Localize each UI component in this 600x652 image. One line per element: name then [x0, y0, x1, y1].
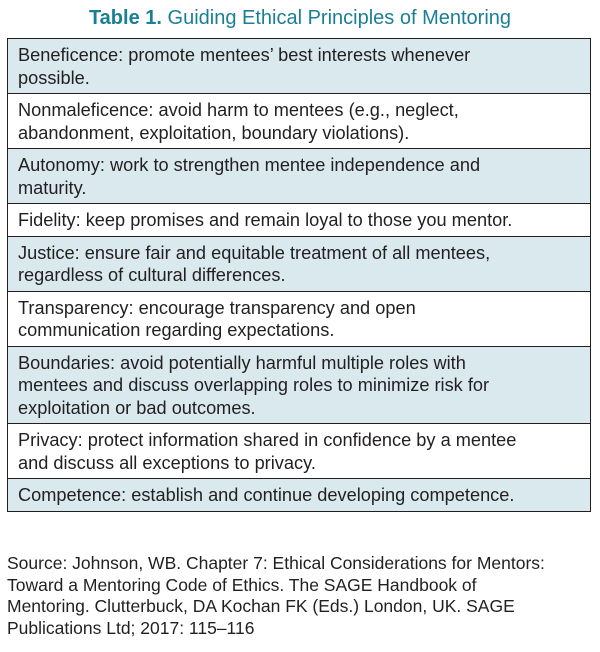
row-text-line: exploitation or bad outcomes.	[18, 397, 256, 418]
row-text-line: Nonmaleficence: avoid harm to mentees (e.g., neglect,	[18, 100, 459, 120]
row-text-line: possible.	[18, 67, 90, 88]
table-row-justice	[8, 236, 590, 291]
row-text-line: Transparency: encourage transparency and open	[18, 297, 416, 318]
row-text-line: Boundaries: avoid potentially harmful multiple roles with	[18, 352, 466, 373]
table-row-autonomy	[8, 148, 590, 203]
source-citation	[7, 553, 597, 639]
row-text-line: maturity.	[18, 177, 87, 198]
row-text-line: mentees and discuss overlapping roles to minimize risk for	[18, 375, 490, 395]
table-title-text: Guiding Ethical Principles of Mentoring	[167, 7, 512, 29]
row-text-line: Autonomy: work to strengthen mentee independence and	[18, 155, 481, 175]
source-line: Mentoring. Clutterbuck, DA Kochan FK (Eds.) London, UK. SAGE	[7, 596, 515, 616]
table-row-competence	[8, 478, 590, 511]
row-text-line: Justice: ensure fair and equitable treatment of all mentees,	[18, 242, 491, 263]
table-title	[0, 6, 600, 30]
table-number-label: Table 1.	[88, 7, 162, 29]
table-row-fidelity	[8, 203, 590, 236]
table-row-transparency	[8, 291, 590, 346]
row-text-line: Beneficence: promote mentees’ best interests whenever	[18, 45, 471, 65]
source-line: Source: Johnson, WB. Chapter 7: Ethical Considerations for Mentors:	[7, 553, 545, 573]
row-text-line: Competence: establish and continue developing competence.	[18, 485, 515, 505]
table-row-beneficence	[8, 39, 590, 93]
table-row-privacy	[8, 423, 590, 478]
source-line: Toward a Mentoring Code of Ethics. The SAGE Handbook of	[7, 574, 477, 595]
row-text-line: and discuss all exceptions to privacy.	[18, 452, 316, 473]
row-text-line: abandonment, exploitation, boundary violations).	[18, 122, 410, 143]
row-text-line: Privacy: protect information shared in confidence by a mentee	[18, 430, 517, 450]
row-text-line: regardless of cultural differences.	[18, 265, 286, 285]
row-text-line: communication regarding expectations.	[18, 320, 335, 340]
table-row-nonmaleficence	[8, 93, 590, 148]
principles-table	[7, 38, 591, 512]
table-row-boundaries	[8, 346, 590, 424]
row-text-line: Fidelity: keep promises and remain loyal to those you mentor.	[18, 210, 513, 230]
source-line: Publications Ltd; 2017: 115–116	[7, 617, 255, 638]
